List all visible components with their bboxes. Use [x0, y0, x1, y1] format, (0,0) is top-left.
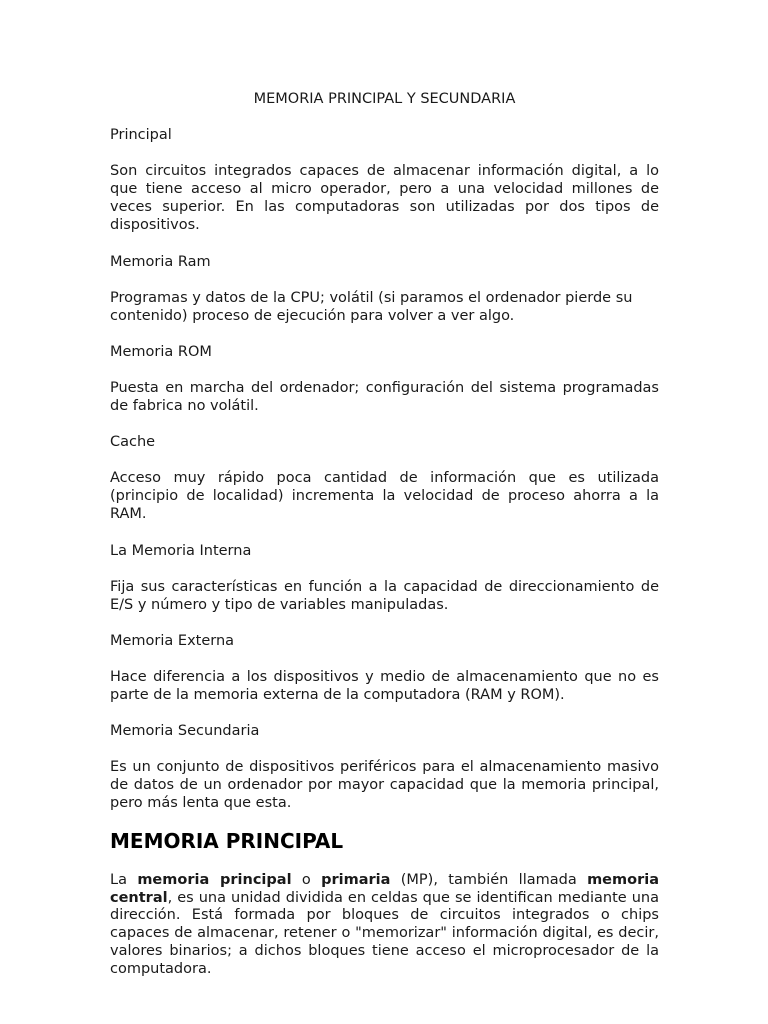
document-title: MEMORIA PRINCIPAL Y SECUNDARIA — [253, 91, 516, 107]
wiki-bold-memoria-principal: memoria principal — [137, 872, 292, 888]
section-heading-memoria-externa: Memoria Externa — [110, 633, 235, 649]
wiki-bold-memoria-central: memoria central — [110, 872, 659, 906]
wiki-paragraph — [110, 872, 659, 978]
main-heading: MEMORIA PRINCIPAL — [110, 829, 344, 853]
section-heading-memoria-secundaria: Memoria Secundaria — [110, 723, 260, 739]
wiki-text-2: o — [291, 872, 322, 888]
section-body-memoria-externa: Hace diferencia a los dispositivos y medio de almacenamiento que no es parte de la memoria externa de la computadora (RAM y ROM). — [110, 669, 659, 703]
wiki-text-3: (MP), también llamada — [390, 872, 588, 888]
wiki-bold-primaria: primaria — [321, 872, 391, 888]
section-body-memoria-interna: Fija sus características en función a la capacidad de direccionamiento de E/S y número y tipo de variables manipuladas. — [110, 579, 659, 613]
wiki-text-4: , es una unidad dividida en celdas que se identifican mediante una dirección. Está formada por bloques de circuitos integrados o chips capaces de almacenar, retener o "memorizar" información digital, es decir, valores binarios; a dichos bloques tiene acceso el microprocesador de la computadora. — [110, 889, 659, 977]
section-heading-memoria-interna: La Memoria Interna — [110, 543, 252, 559]
section-heading-memoria-rom: Memoria ROM — [110, 344, 212, 360]
section-body-principal: Son circuitos integrados capaces de almacenar información digital, a lo que tiene acceso al micro operador, pero a una velocidad millones de veces superior. En las computadoras son utilizadas por dos tipos de dispositivos. — [110, 163, 659, 233]
section-body-memoria-secundaria: Es un conjunto de dispositivos periféricos para el almacenamiento masivo de datos de un ordenador por mayor capacidad que la memoria principal, pero más lenta que esta. — [110, 759, 659, 811]
section-heading-memoria-ram: Memoria Ram — [110, 254, 211, 270]
section-heading-principal: Principal — [110, 127, 172, 143]
wiki-text-1: La — [110, 872, 138, 888]
section-body-cache: Acceso muy rápido poca cantidad de información que es utilizada (principio de localidad) incrementa la velocidad de proceso ahorra a la RAM. — [110, 470, 659, 522]
section-heading-cache: Cache — [110, 434, 156, 450]
section-body-memoria-ram: Programas y datos de la CPU; volátil (si paramos el ordenador pierde su contenido) proceso de ejecución para volver a ver algo. — [110, 290, 633, 324]
section-body-memoria-rom: Puesta en marcha del ordenador; configuración del sistema programadas de fabrica no volátil. — [110, 380, 659, 414]
